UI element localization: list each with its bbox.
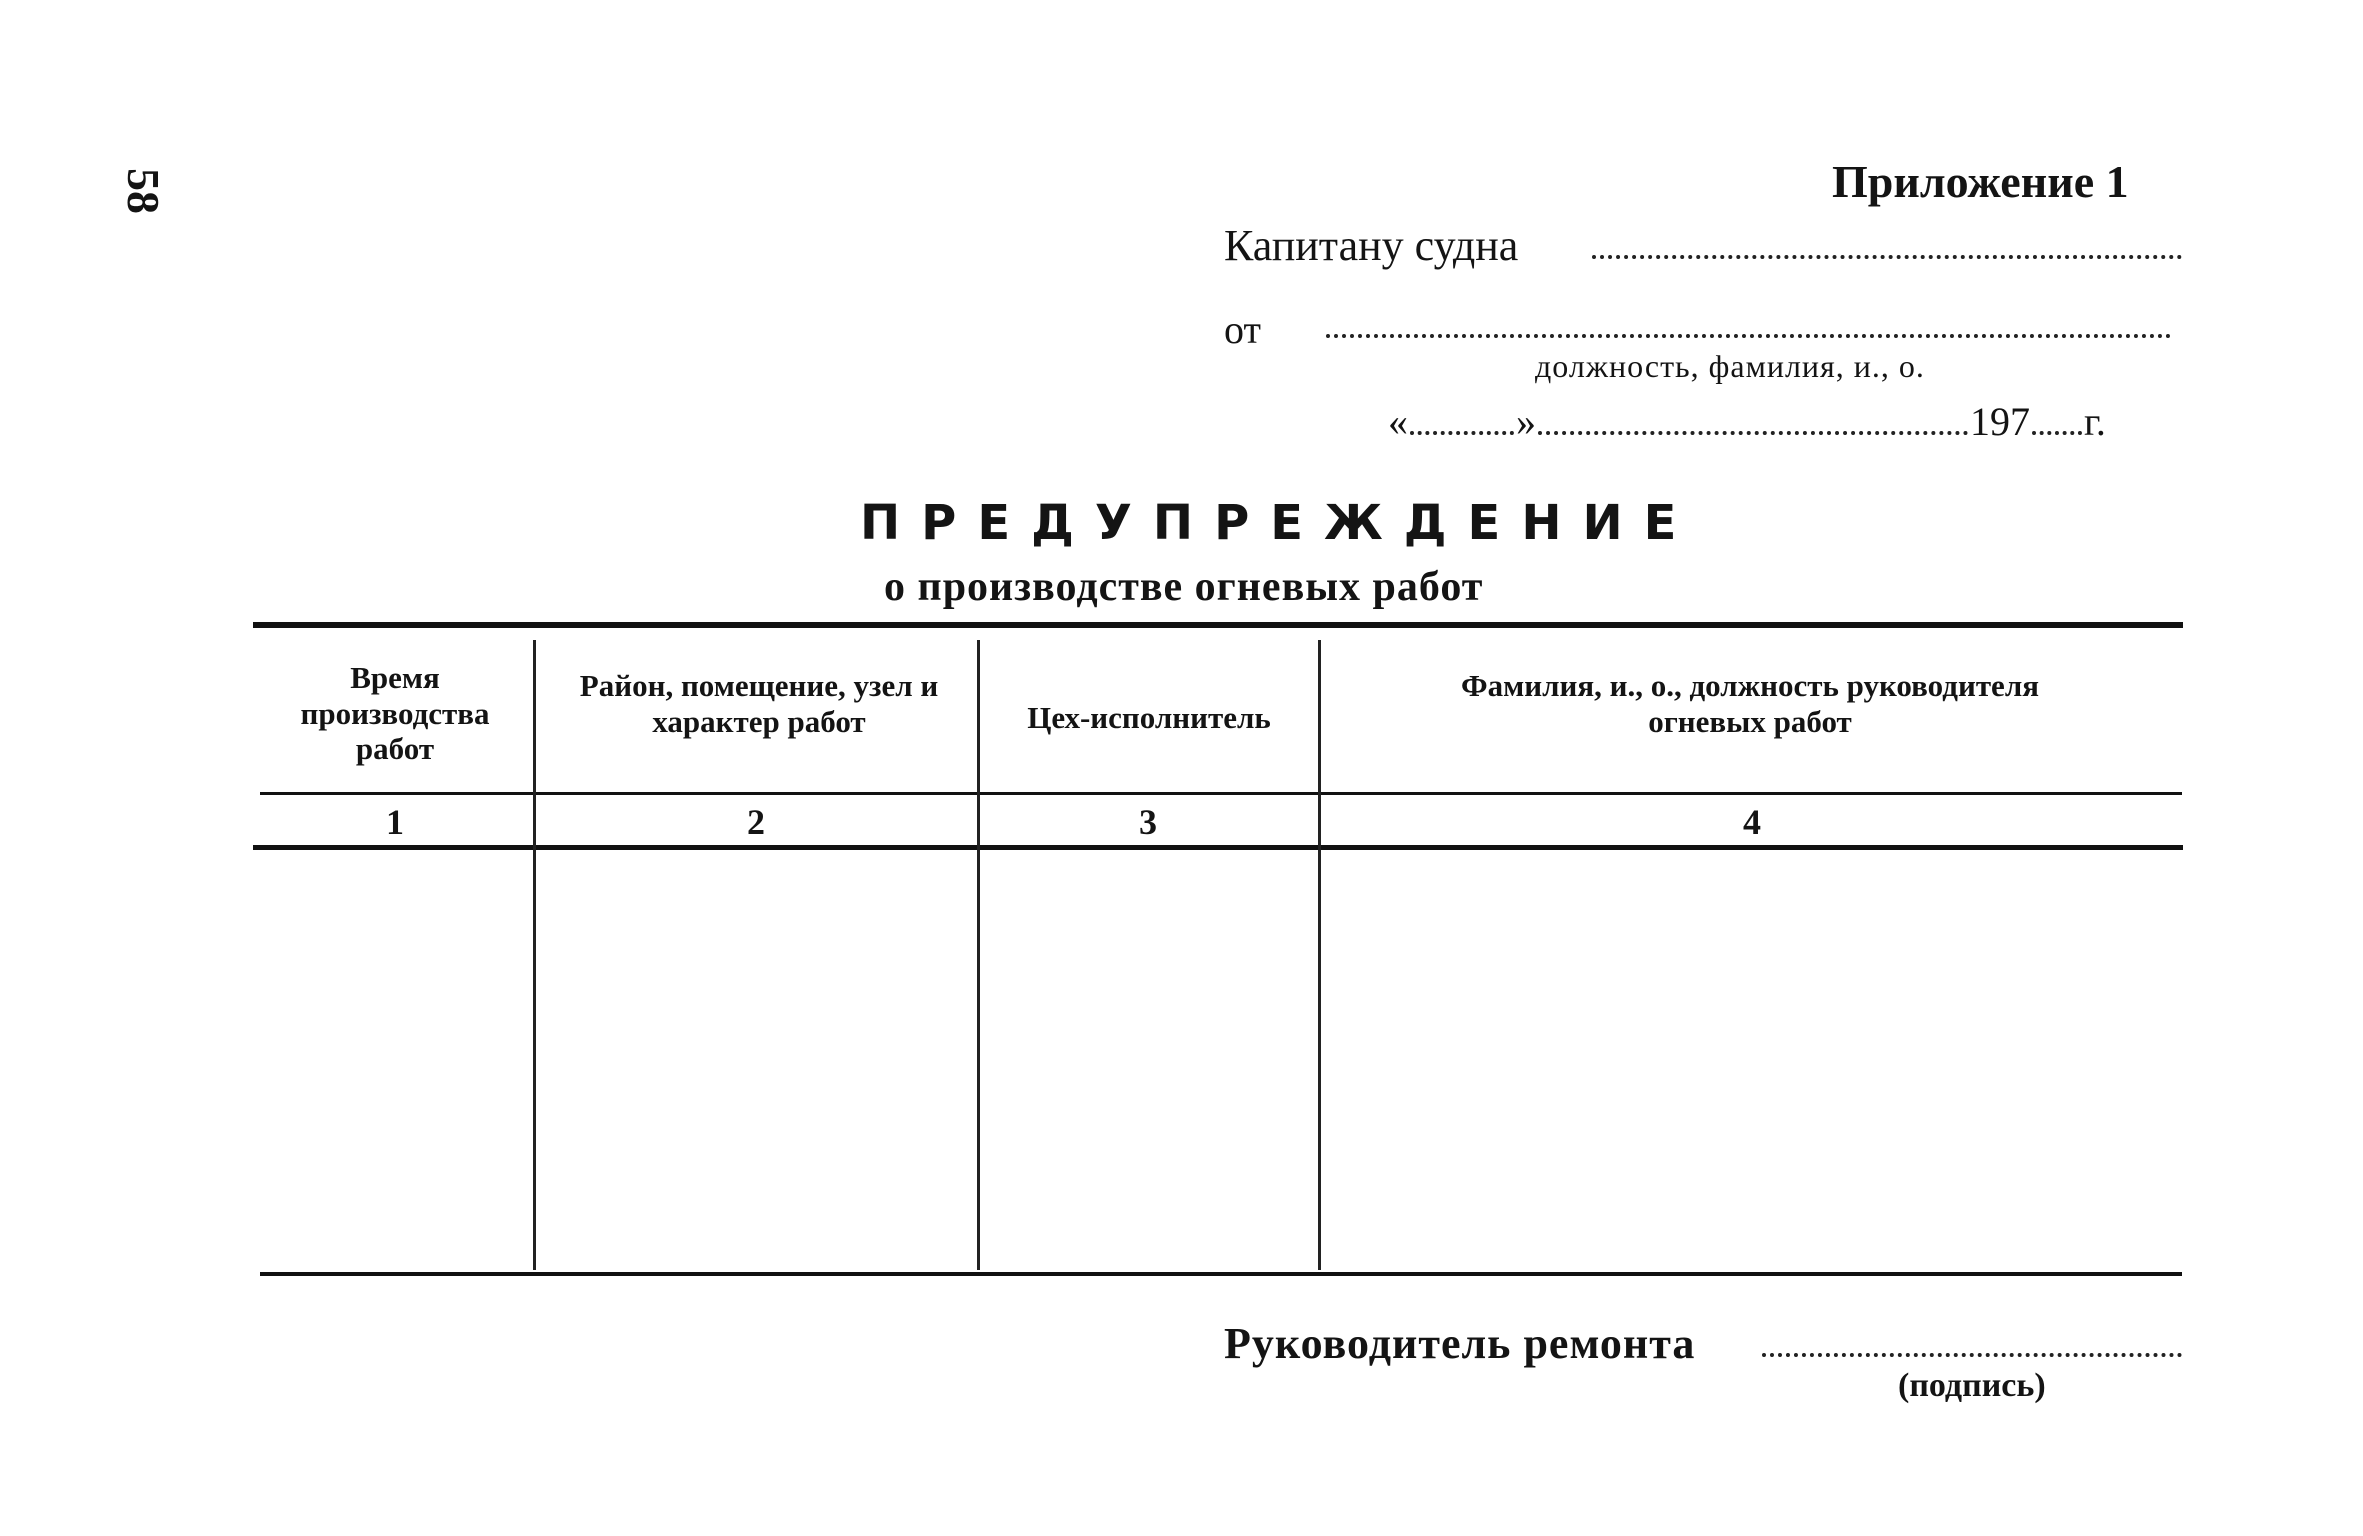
header-bottom-rule [260,792,2182,795]
date-month-field[interactable] [1538,431,1968,435]
column-divider-1 [533,640,536,1270]
date-year-prefix: 197 [1970,399,2030,444]
column-number-3: 3 [1139,802,1157,842]
column-divider-3 [1318,640,1321,1270]
cell-work-time[interactable] [262,856,528,1266]
column-number-4: 4 [1743,802,1761,842]
date-day-field[interactable] [1410,431,1514,435]
document-title: ПРЕДУПРЕЖДЕНИЕ [860,495,1698,551]
signature-hint: (подпись) [1898,1367,2046,1404]
appendix-label: Приложение 1 [1832,156,2129,207]
date-year-suffix: г. [2084,399,2106,444]
table-top-rule [253,622,2183,628]
header-workshop: Цех-исполнитель [1027,700,1271,735]
cell-supervisor[interactable] [1324,856,2180,1266]
column-number-2: 2 [747,802,765,842]
sender-field[interactable] [1326,334,2171,338]
table-bottom-rule [260,1272,2182,1276]
date-open-quote: « [1388,399,1408,444]
page-number: 58 [118,168,169,214]
captain-name-field[interactable] [1592,255,2182,259]
captain-label: Капитану судна [1224,221,1519,270]
from-label: от [1224,307,1261,352]
header-area-character: Район, помещение, узел и характер работ [579,668,939,739]
sender-field-hint: должность, фамилия, и., о. [1535,348,1925,384]
date-close-quote: » [1516,399,1536,444]
signature-field[interactable] [1762,1353,2182,1357]
column-divider-2 [977,640,980,1270]
document-subtitle: о производстве огневых работ [884,564,1484,610]
cell-workshop[interactable] [983,856,1313,1266]
numbers-bottom-rule [253,845,2183,850]
cell-area-character[interactable] [540,856,972,1266]
header-supervisor: Фамилия, и., о., должность руководителя огневых работ [1461,668,2039,739]
repair-manager-label: Руководитель ремонта [1224,1319,1696,1368]
column-number-1: 1 [386,802,404,842]
date-year-field[interactable] [2032,431,2082,435]
header-work-time: Время производства работ [300,660,490,767]
date-row [1388,398,2106,445]
